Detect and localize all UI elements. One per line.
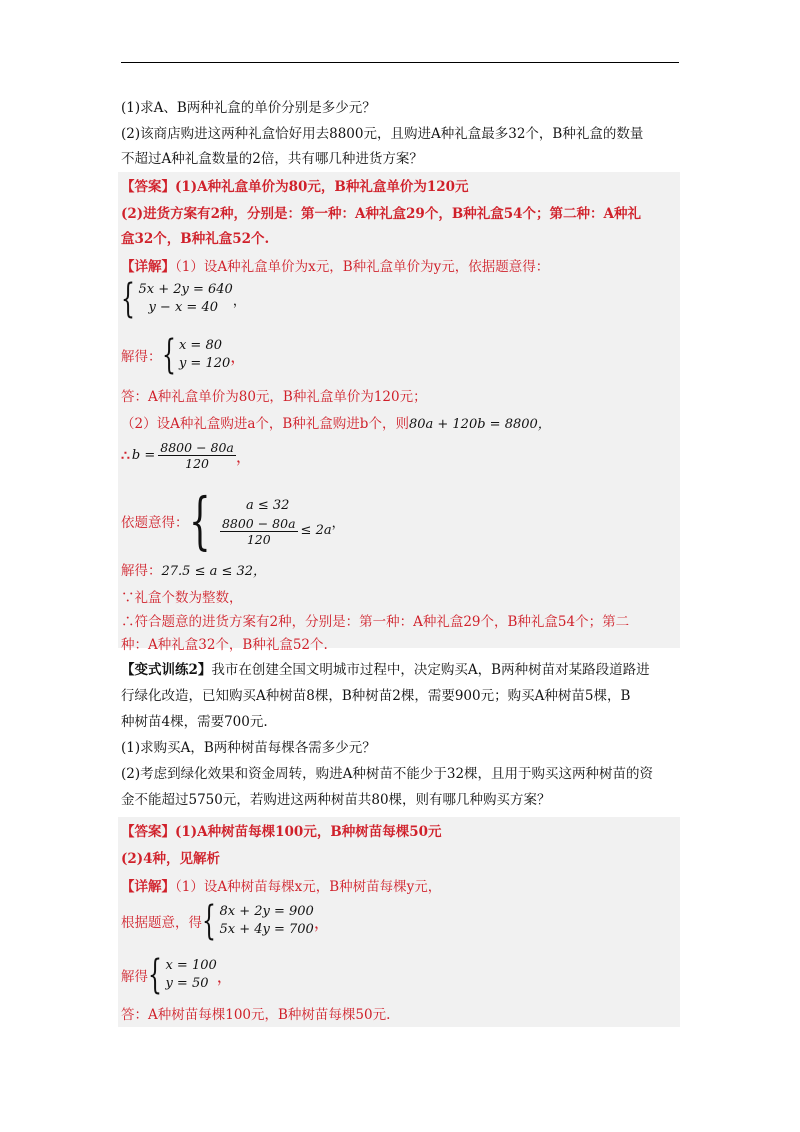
brace-icon: {: [148, 952, 162, 998]
system-3-tail: ，: [313, 912, 330, 932]
variant-2-line-1: [121, 660, 650, 680]
question-1: (1)求A、B两种礼盒的单价分别是多少元？: [121, 100, 376, 116]
b-expression: [121, 440, 252, 471]
brace-icon: {: [161, 332, 176, 378]
solution-1-x: x = 80: [178, 338, 222, 353]
yiti-label: 依题意得：: [121, 515, 189, 531]
part-2-line: [121, 414, 551, 435]
detail-2-line-1: [121, 877, 441, 897]
inequality-2-numerator: 8800 − 80a: [221, 515, 296, 531]
inequality-2-denominator: 120: [246, 531, 271, 547]
answer-label: 【答案】: [121, 179, 175, 195]
detail-label: 【详解】: [121, 259, 175, 275]
solution-system-2: [121, 952, 233, 998]
solve-2-line: [121, 561, 266, 582]
solve-3-label: 解得: [121, 969, 148, 985]
answer-block-2: [118, 817, 680, 1027]
system-1-eq-2: y − x = 40: [148, 300, 218, 315]
system-1-eq-1: 5x + 2y = 640: [138, 282, 233, 297]
variant-2-question-1: (1)求购买A，B两种树苗每棵各需多少元？: [121, 740, 376, 756]
conclusion-line-2: 种：A种礼盒32个，B种礼盒52个.: [121, 637, 328, 653]
solution-2-tail: ，: [216, 966, 233, 986]
conclusion-line-1: ∴符合题意的进货方案有2种，分别是：第一种：A种礼盒29个，B种礼盒54个；第二: [121, 614, 630, 630]
solve-1-label: 解得：: [121, 349, 162, 365]
inequality-2-rhs: ≤ 2a: [300, 523, 332, 538]
answer-2-line-1: [121, 822, 442, 842]
b-numerator: 8800 − 80a: [160, 440, 234, 455]
part-2-setup: （2）设A种礼盒购进a个，B种礼盒购进b个，则: [121, 416, 409, 432]
system-1-tail: ，: [232, 293, 246, 309]
inequality-1: a ≤ 32: [245, 497, 290, 513]
inequality-2-fraction: [220, 516, 298, 547]
solution-1-tail: ，: [230, 346, 247, 366]
solution-system-1: [121, 332, 247, 378]
b-fraction: [158, 440, 236, 471]
answer-2-part-1: (1)A种树苗每棵100元，B种树苗每棵50元: [175, 824, 442, 840]
equation-system-1: [121, 276, 246, 322]
answer-1-line-2: (2)进货方案有2种，分别是：第一种：A种礼盒29个，B种礼盒54个；第二种：A种礼: [121, 206, 641, 222]
inequality-2: [220, 516, 332, 547]
part-2-equation: 80a + 120b = 8800，: [408, 417, 551, 432]
genju-label: 根据题意，得: [121, 915, 202, 931]
answer-text-2: 答：A种树苗每棵100元，B种树苗每棵50元.: [121, 1007, 391, 1023]
inequality-system: [121, 484, 345, 557]
solution-1-y: y = 120: [178, 356, 231, 371]
detail-label: 【详解】: [121, 879, 175, 895]
variant-2-line-2: 行绿化改造，已知购买A种树苗8棵，B种树苗2棵，需要900元；购买A种树苗5棵，B: [121, 688, 631, 704]
variant-2-text-1: 我市在创建全国文明城市过程中，决定购买A，B两种树苗对某路段道路进: [211, 662, 650, 678]
variant-2-label: 【变式训练2】: [121, 662, 212, 678]
brace-icon: {: [121, 276, 135, 322]
answer-1-part-1: (1)A种礼盒单价为80元，B种礼盒单价为120元: [175, 179, 469, 195]
answer-2-line-2: (2)4种，见解析: [121, 851, 221, 867]
answer-1-line-3: 盒32个，B种礼盒52个.: [121, 231, 270, 247]
detail-1-setup: （1）设A种礼盒单价为x元，B种礼盒单价为y元，依据题意得：: [175, 259, 550, 275]
b-denominator: 120: [185, 456, 209, 471]
variant-2-question-2-line-2: 金不能超过5750元，若购进这两种树苗共80棵，则有哪几种购买方案？: [121, 792, 551, 808]
solve-2-label: 解得：: [121, 563, 162, 579]
question-2-line-1: (2)该商店购进这两种礼盒恰好用去8800元，且购进A种礼盒最多32个，B种礼盒的数量: [121, 126, 644, 142]
variant-2-question-2-line-1: (2)考虑到绿化效果和资金周转，购进A种树苗不能少于32棵，且用于购买这两种树苗的资: [121, 766, 654, 782]
inequality-tail: ，: [331, 515, 345, 531]
solution-2-x: x = 100: [165, 958, 217, 973]
b-tail: ，: [235, 447, 252, 466]
solution-2-y: y = 50: [165, 976, 209, 991]
answer-label: 【答案】: [121, 824, 175, 840]
detail-1-line-1: [121, 257, 549, 277]
answer-1-line-1: [121, 177, 469, 197]
answer-block-1: [118, 172, 680, 653]
variant-2-line-3: 种树苗4棵，需要700元.: [121, 714, 268, 730]
because-line: ∵礼盒个数为整数，: [121, 590, 243, 606]
equation-system-3: [121, 898, 330, 944]
system-3-eq-1: 8x + 2y = 900: [219, 904, 314, 919]
question-2-line-2: 不超过A种礼盒数量的2倍，共有哪几种进货方案？: [121, 151, 423, 167]
header-rule: [121, 62, 679, 63]
system-3-eq-2: 5x + 4y = 700: [219, 922, 314, 937]
b-lhs: b =: [131, 448, 156, 463]
detail-2-setup: （1）设A种树苗每棵x元，B种树苗每棵y元，: [175, 879, 442, 895]
brace-icon: {: [202, 898, 216, 944]
solve-2-expression: 27.5 ≤ a ≤ 32，: [161, 564, 267, 579]
answer-text-1: 答：A种礼盒单价为80元，B种礼盒单价为120元；: [121, 389, 427, 405]
therefore-icon: ∴: [121, 447, 130, 464]
brace-icon: {: [188, 484, 211, 557]
